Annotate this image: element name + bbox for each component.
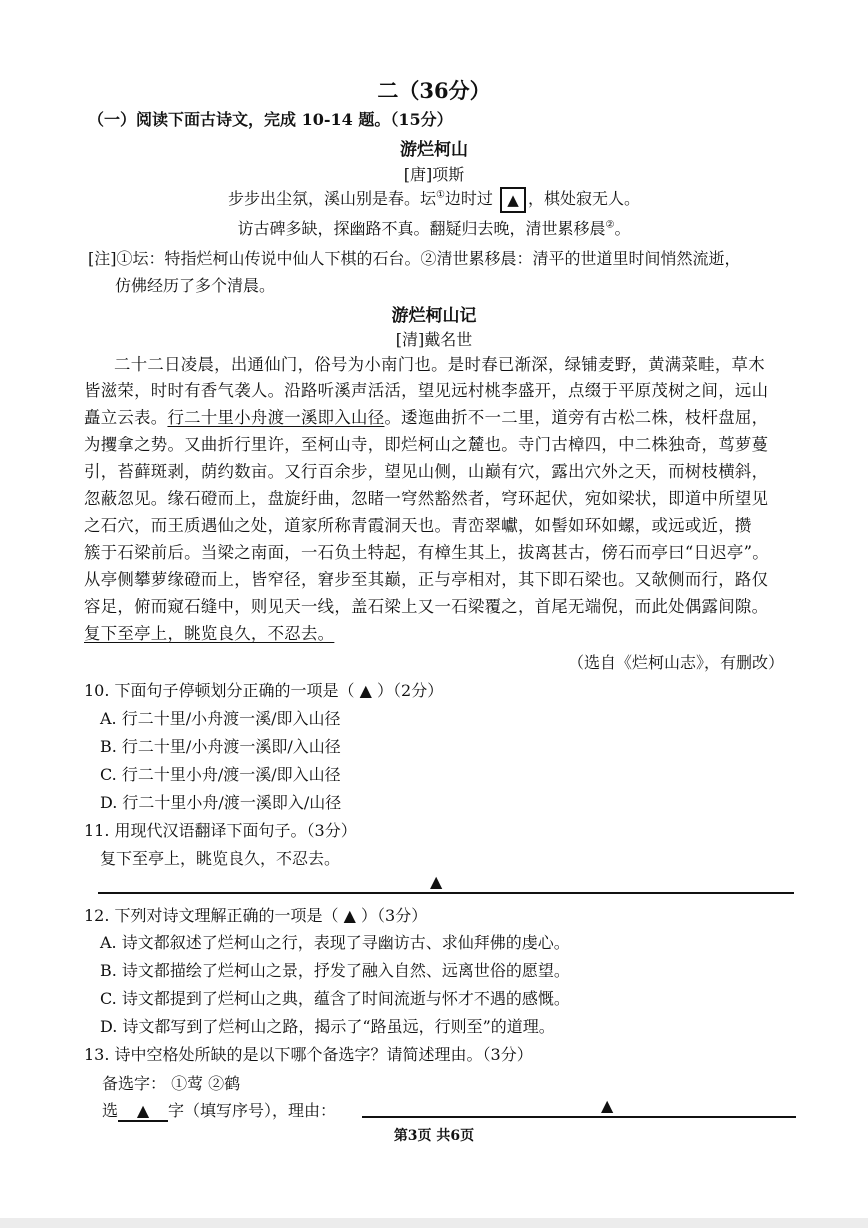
q11-stem: 11. 用现代汉语翻译下面句子。（3分） [84,821,357,840]
q12-option-c: C. 诗文都提到了烂柯山之典，蕴含了时间流逝与怀才不遇的感慨。 [100,989,570,1008]
essay-line-1: 二十二日凌晨，出通仙门，俗号为小南门也。是时春已渐深，绿铺麦野，黄满菜畦，草木 [114,355,765,374]
poem-blank-box: ▲ [500,187,526,213]
poem-line-2-text: 访古碑多缺，探幽路不真。翻疑归去晚，清世累移晨 [237,219,606,238]
q12-option-d: D. 诗文都写到了烂柯山之路，揭示了“路虽远，行则至”的道理。 [100,1017,555,1036]
q12-stem: 12. 下列对诗文理解正确的一项是（ ▲ ）（3分） [84,906,428,925]
poem-line-1 [0,186,868,213]
q12-option-b: B. 诗文都描绘了烂柯山之景，抒发了融入自然、远离世俗的愿望。 [100,961,570,980]
q10-stem: 10. 下面句子停顿划分正确的一项是（ ▲ ）（2分） [84,681,444,700]
q13-answer-prefix: 选 [102,1101,119,1120]
q12-option-a: A. 诗文都叙述了烂柯山之行，表现了寻幽访古、求仙拜佛的虔心。 [100,933,570,952]
section-title: 二（36分） [377,78,491,103]
q10-option-b: B. 行二十里/小舟渡一溪即/入山径 [100,737,341,756]
essay-source: （选自《烂柯山志》，有删改） [567,653,784,672]
poem-line-1-start: 步步出尘氛，溪山别是春。坛 [227,189,436,208]
underlined-sentence-q11: 复下至亭上，眺览良久，不忍去。 [84,624,335,643]
essay-line-4: 为攫拿之势。又曲折行里许，至柯山寺，即烂柯山之麓也。寺门古樟四，中二株独奇，茑萝蔓 [84,435,769,454]
q13-reason-mark: ▲ [601,1096,614,1115]
note-marker-2: ② [605,219,615,231]
essay-line-3 [84,405,768,431]
essay-line-8: 簇于石梁前后。当梁之南面，一石负土特起，有樟生其上，拔离甚古，傍石而亭曰“日迟亭”。 [84,543,769,562]
q13-answer-mid: 字（填写序号），理由： [168,1101,337,1120]
essay-line-5: 引，苔藓斑剥，荫约数亩。又行百余步，望见山侧，山巅有穴，露出穴外之天，而树枝横斜， [84,462,769,481]
essay-line-7: 之石穴，而王质遇仙之处，道家所称青霞洞天也。青峦翠巘，如髻如环如螺，或远或近，攒 [84,516,752,535]
scan-edge [0,1218,868,1228]
note-marker-1: ① [435,189,445,201]
note-line-2: 仿佛经历了多个清晨。 [115,276,276,295]
q13-choice-blank[interactable]: ▲ [118,1101,168,1122]
q13-answer-row [102,1098,336,1122]
page-footer: 第3页 共6页 [393,1128,475,1144]
essay-line-3-end: 。逶迤曲折不一二里，道旁有古松二株，枝杆盘屈， [384,408,769,427]
essay-line-9: 从亭侧攀萝缘磴而上，皆窄径，窘步至其巅，正与亭相对，其下即石梁也。又欹侧而行，路仅 [84,570,769,589]
essay-line-10: 容足，俯而窥石缝中，则见天一线，盖石梁上又一石梁覆之，首尾无端倪，而此处偶露间隙。 [84,597,769,616]
poem-title: 游烂柯山 [400,140,468,160]
note-line-1: [注]①坛：特指烂柯山传说中仙人下棋的石台。②清世累移晨：清平的世道里时间悄然流逝， [88,249,741,268]
q13-reason-line[interactable] [362,1116,796,1118]
essay-line-6: 忽蔽忽见。缘石磴而上，盘旋纡曲，忽睹一穹然豁然者，穹环起伏，宛如梁状，即道中所望见 [84,489,769,508]
poem-line-2 [0,216,868,239]
underlined-sentence-q10: 行二十里小舟渡一溪即入山径 [167,408,385,427]
poem-line-2-end: 。 [614,219,631,238]
essay-line-3-start: 矗立云表。 [84,408,168,427]
poem-line-1-mid: 边时过 [444,189,493,208]
poem-author: [唐]项斯 [403,165,465,184]
q10-option-c: C. 行二十里小舟/渡一溪/即入山径 [100,765,341,784]
essay-title: 游烂柯山记 [391,306,477,326]
q11-sentence: 复下至亭上，眺览良久，不忍去。 [100,849,341,868]
q10-option-d: D. 行二十里小舟/渡一溪即入/山径 [100,793,342,812]
q10-option-a: A. 行二十里/小舟渡一溪/即入山径 [100,709,341,728]
essay-line-2: 皆滋荣，时时有香气袭人。沿路听溪声活活，望见远村桃李盛开，点缀于平原茂树之间，远山 [84,381,769,400]
part-heading: （一）阅读下面古诗文，完成 10-14 题。（15分） [88,110,453,129]
q11-answer-line[interactable] [98,892,794,894]
poem-line-1-end: ，棋处寂无人。 [528,189,641,208]
q13-choices: 备选字： ①莺 ②鹤 [102,1074,241,1093]
q13-stem: 13. 诗中空格处所缺的是以下哪个备选字？请简述理由。（3分） [84,1045,533,1064]
q11-answer-mark: ▲ [430,872,443,891]
essay-author: [清]戴名世 [395,330,473,349]
